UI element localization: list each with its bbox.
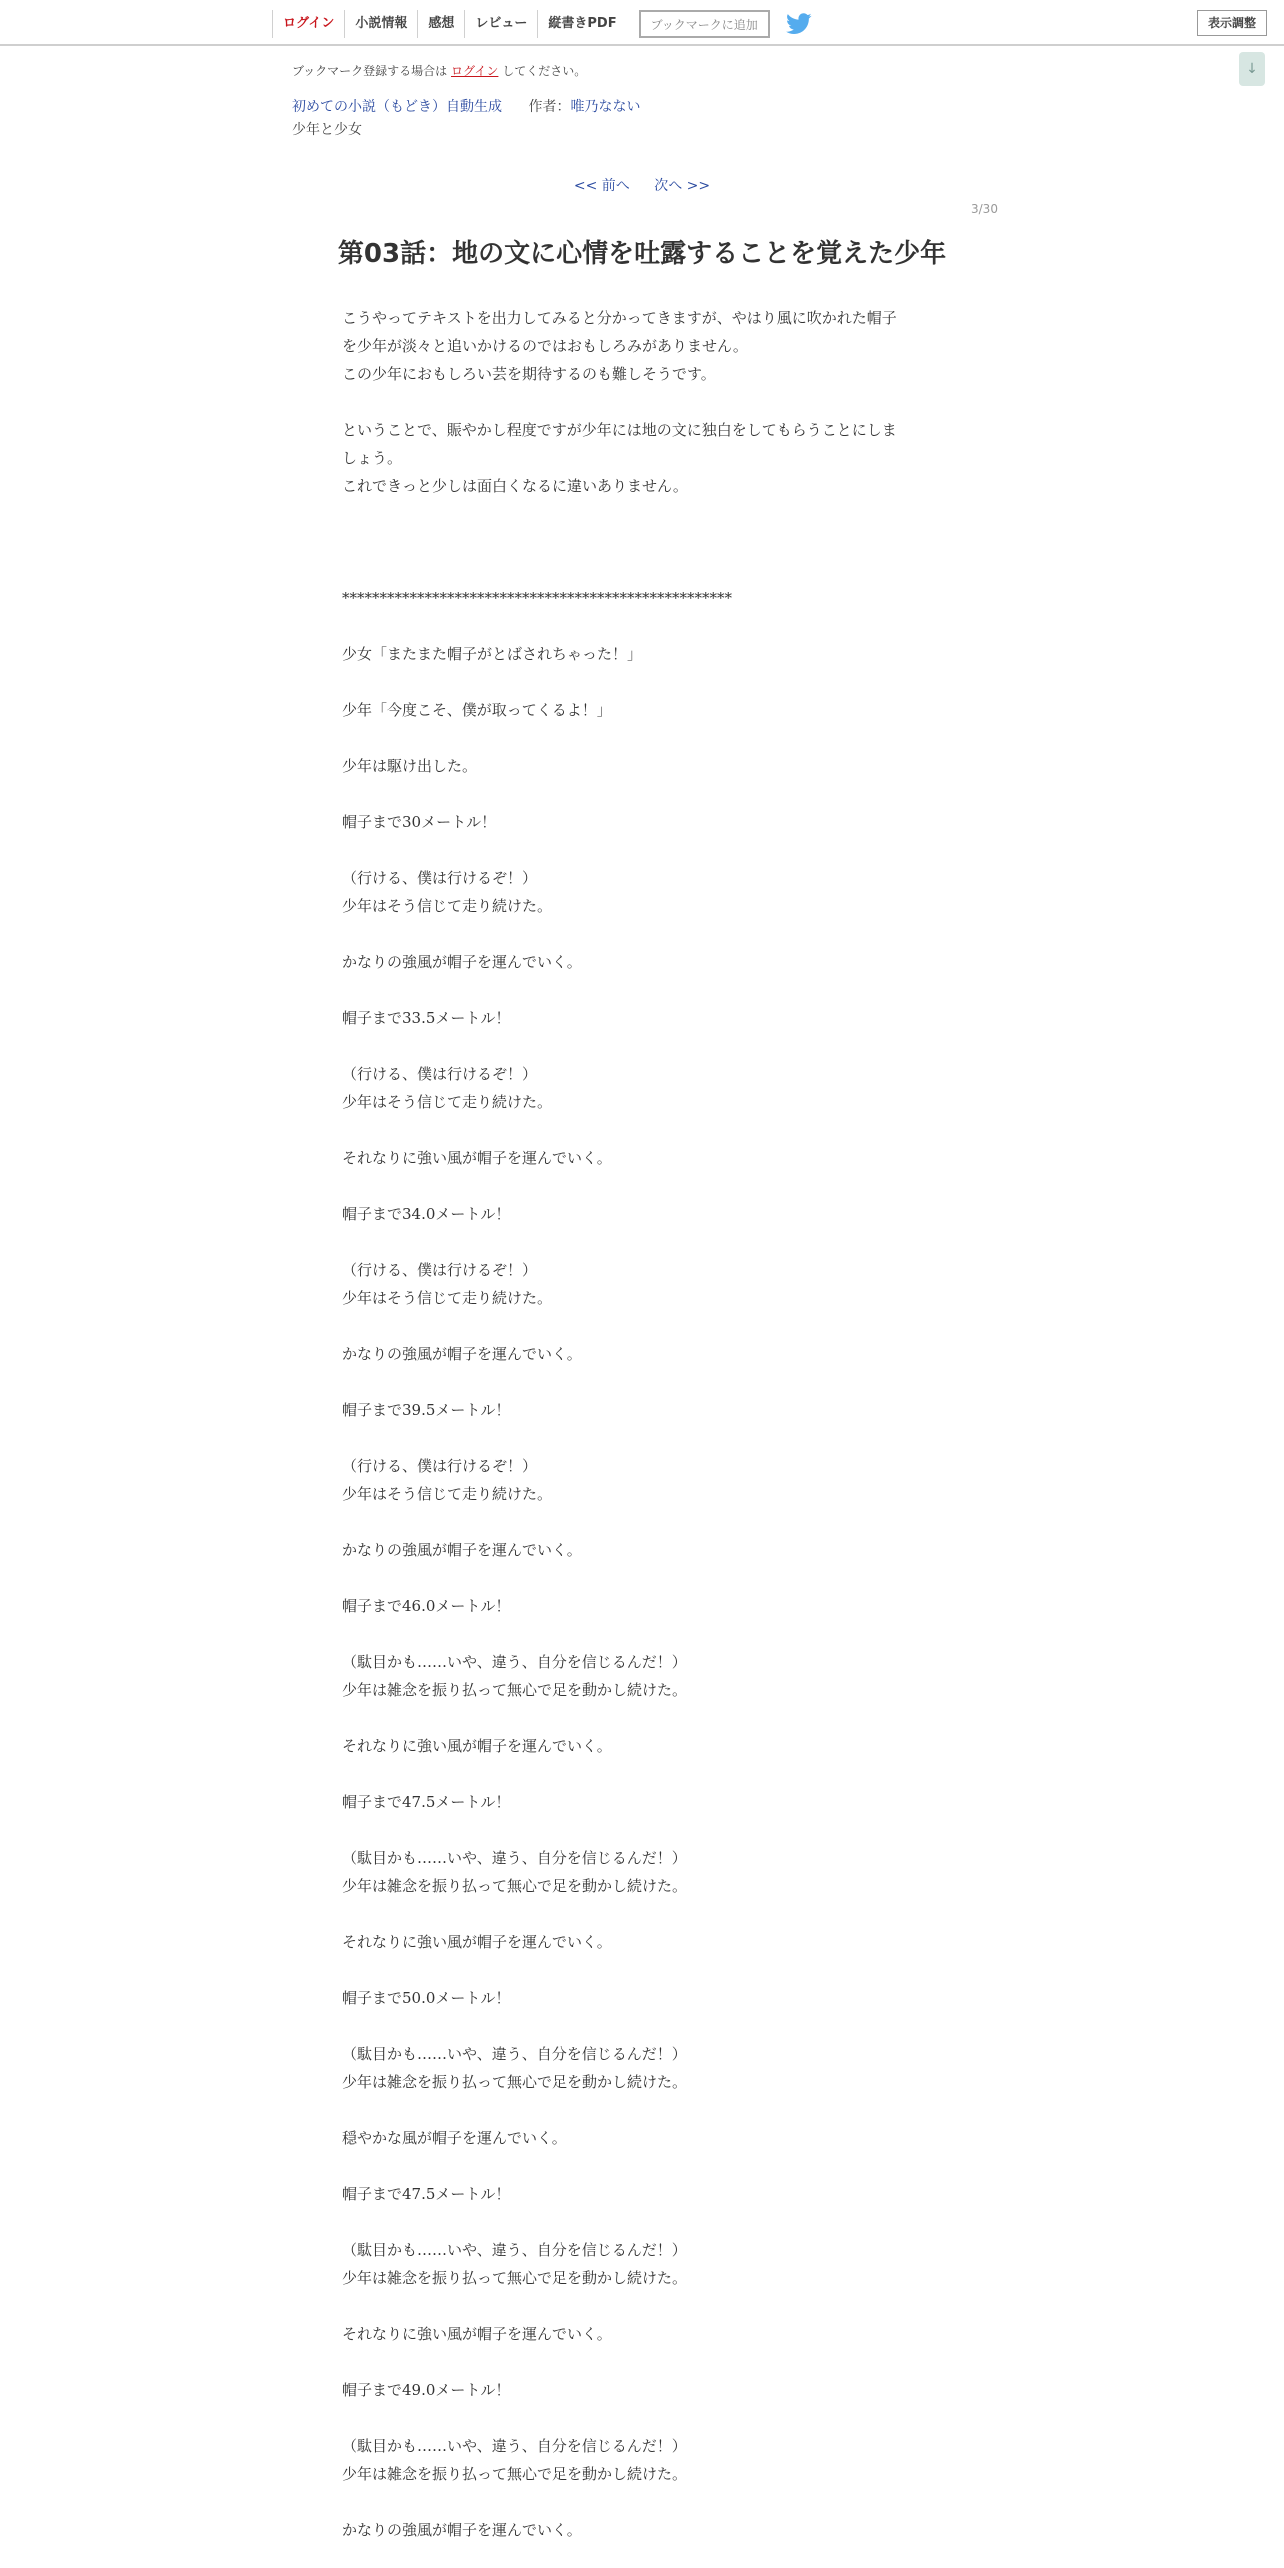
bookmark-login-notice	[292, 62, 586, 79]
blank-line	[342, 500, 942, 528]
body-line: （行ける、僕は行けるぞ！）	[342, 869, 538, 887]
novel-meta	[292, 96, 640, 116]
chapter-title: 第03話：地の文に心情を吐露することを覚えた少年	[337, 239, 947, 269]
blank-line	[342, 1956, 942, 1984]
blank-line	[342, 2348, 942, 2376]
body-line: 帽子まで47.5メートル！	[342, 2185, 511, 2203]
body-line: （行ける、僕は行けるぞ！）	[342, 1065, 538, 1083]
top-navigation-bar	[0, 0, 1284, 46]
body-line: それなりに強い風が帽子を運んでいく。	[342, 2325, 612, 2343]
blank-line	[342, 2012, 942, 2040]
body-line: 帽子まで50.0メートル！	[342, 1989, 511, 2007]
blank-line	[342, 920, 942, 948]
blank-line	[342, 724, 942, 752]
blank-line	[342, 1172, 942, 1200]
body-line: 帽子まで47.5メートル！	[342, 1793, 511, 1811]
body-line: （駄目かも……いや、違う、自分を信じるんだ！）	[342, 1849, 687, 1867]
notice-prefix: ブックマーク登録する場合は	[292, 64, 448, 78]
author-link[interactable]: 唯乃なない	[570, 99, 641, 115]
blank-line	[342, 2208, 942, 2236]
blank-line	[342, 612, 942, 640]
body-line: 少年はそう信じて走り続けた。	[342, 1485, 553, 1503]
body-line: 帽子まで34.0メートル！	[342, 1205, 511, 1223]
body-line: これできっと少しは面白くなるに違いありません。	[342, 477, 688, 495]
blank-line	[342, 2152, 942, 2180]
blank-line	[342, 1816, 942, 1844]
next-chapter-link[interactable]: 次へ >>	[654, 178, 711, 194]
prev-chapter-link[interactable]: << 前へ	[573, 178, 630, 194]
blank-line	[342, 836, 942, 864]
body-line: かなりの強風が帽子を運んでいく。	[342, 1541, 582, 1559]
blank-line	[342, 1116, 942, 1144]
body-line: 帽子まで30メートル！	[342, 813, 497, 831]
body-line: （駄目かも……いや、違う、自分を信じるんだ！）	[342, 2241, 687, 2259]
blank-line	[342, 1032, 942, 1060]
body-line: 穏やかな風が帽子を運んでいく。	[342, 2129, 567, 2147]
body-line: 少年は雑念を振り払って無心で足を動かし続けた。	[342, 1681, 688, 1699]
blank-line	[342, 780, 942, 808]
nav-menu	[272, 10, 812, 38]
twitter-bird-icon[interactable]	[786, 13, 812, 35]
body-line: （行ける、僕は行けるぞ！）	[342, 1457, 538, 1475]
blank-line	[342, 976, 942, 1004]
novel-title-link[interactable]: 初めての小説（もどき）自動生成	[292, 99, 502, 115]
author-label: 作者：	[528, 99, 571, 115]
blank-line	[342, 528, 942, 556]
notice-login-link[interactable]: ログイン	[451, 64, 499, 78]
body-line: こうやってテキストを出力してみると分かってきますが、やはり風に吹かれた帽子	[342, 309, 897, 327]
nav-vertical-pdf-link[interactable]: 縦書きPDF	[537, 10, 626, 38]
blank-line	[342, 668, 942, 696]
blank-line	[342, 1368, 942, 1396]
nav-login-link[interactable]: ログイン	[272, 10, 344, 38]
body-line: かなりの強風が帽子を運んでいく。	[342, 2521, 582, 2539]
blank-line	[342, 1508, 942, 1536]
body-line: しょう。	[342, 449, 403, 467]
body-line: 少年はそう信じて走り続けた。	[342, 897, 553, 915]
nav-review-link[interactable]: レビュー	[464, 10, 537, 38]
body-line: 少女「またまた帽子がとばされちゃった！」	[342, 645, 643, 663]
blank-line	[342, 1900, 942, 1928]
blank-line	[342, 2292, 942, 2320]
body-line: それなりに強い風が帽子を運んでいく。	[342, 1933, 612, 1951]
blank-line	[342, 1312, 942, 1340]
body-line: 少年「今度こそ、僕が取ってくるよ！」	[342, 701, 612, 719]
display-settings-button[interactable]: 表示調整	[1197, 10, 1267, 36]
body-line: かなりの強風が帽子を運んでいく。	[342, 953, 582, 971]
series-subtitle: 少年と少女	[292, 122, 362, 138]
blank-line	[342, 556, 942, 584]
blank-line	[342, 388, 942, 416]
blank-line	[342, 1620, 942, 1648]
blank-line	[342, 2404, 942, 2432]
body-line: それなりに強い風が帽子を運んでいく。	[342, 1149, 612, 1167]
body-line: 少年は雑念を振り払って無心で足を動かし続けた。	[342, 2073, 688, 2091]
blank-line	[342, 1760, 942, 1788]
blank-line	[342, 1564, 942, 1592]
nav-novel-info-link[interactable]: 小説情報	[344, 10, 417, 38]
body-line: 少年は雑念を振り払って無心で足を動かし続けた。	[342, 2269, 688, 2287]
chapter-count: 3/30	[971, 202, 998, 216]
body-line: ****************************************************	[342, 589, 732, 607]
body-line: を少年が淡々と追いかけるのではおもしろみがありません。	[342, 337, 748, 355]
body-line: 少年はそう信じて走り続けた。	[342, 1289, 553, 1307]
body-line: （駄目かも……いや、違う、自分を信じるんだ！）	[342, 2045, 687, 2063]
body-line: 帽子まで46.0メートル！	[342, 1597, 511, 1615]
body-line: それなりに強い風が帽子を運んでいく。	[342, 1737, 612, 1755]
body-line: 帽子まで39.5メートル！	[342, 1401, 511, 1419]
body-line: （駄目かも……いや、違う、自分を信じるんだ！）	[342, 2437, 687, 2455]
nav-impressions-link[interactable]: 感想	[417, 10, 464, 38]
notice-suffix: してください。	[502, 64, 587, 78]
body-line: （行ける、僕は行けるぞ！）	[342, 1261, 538, 1279]
body-line: 少年は雑念を振り払って無心で足を動かし続けた。	[342, 2465, 688, 2483]
add-bookmark-button[interactable]: ブックマークに追加	[639, 10, 770, 38]
blank-line	[342, 1704, 942, 1732]
body-line: ということで、賑やかし程度ですが少年には地の文に独白をしてもらうことにしま	[342, 421, 897, 439]
body-line: （駄目かも……いや、違う、自分を信じるんだ！）	[342, 1653, 687, 1671]
blank-line	[342, 1228, 942, 1256]
scroll-down-button[interactable]: ↓	[1239, 52, 1265, 86]
body-line: 少年は駆け出した。	[342, 757, 478, 775]
blank-line	[342, 2096, 942, 2124]
chapter-pager	[0, 175, 1284, 195]
blank-line	[342, 1424, 942, 1452]
blank-line	[342, 2488, 942, 2516]
chapter-body	[342, 304, 942, 2544]
body-line: かなりの強風が帽子を運んでいく。	[342, 1345, 582, 1363]
body-line: この少年におもしろい芸を期待するのも難しそうです。	[342, 365, 716, 383]
body-line: 少年は雑念を振り払って無心で足を動かし続けた。	[342, 1877, 688, 1895]
body-line: 帽子まで33.5メートル！	[342, 1009, 511, 1027]
body-line: 少年はそう信じて走り続けた。	[342, 1093, 553, 1111]
body-line: 帽子まで49.0メートル！	[342, 2381, 511, 2399]
